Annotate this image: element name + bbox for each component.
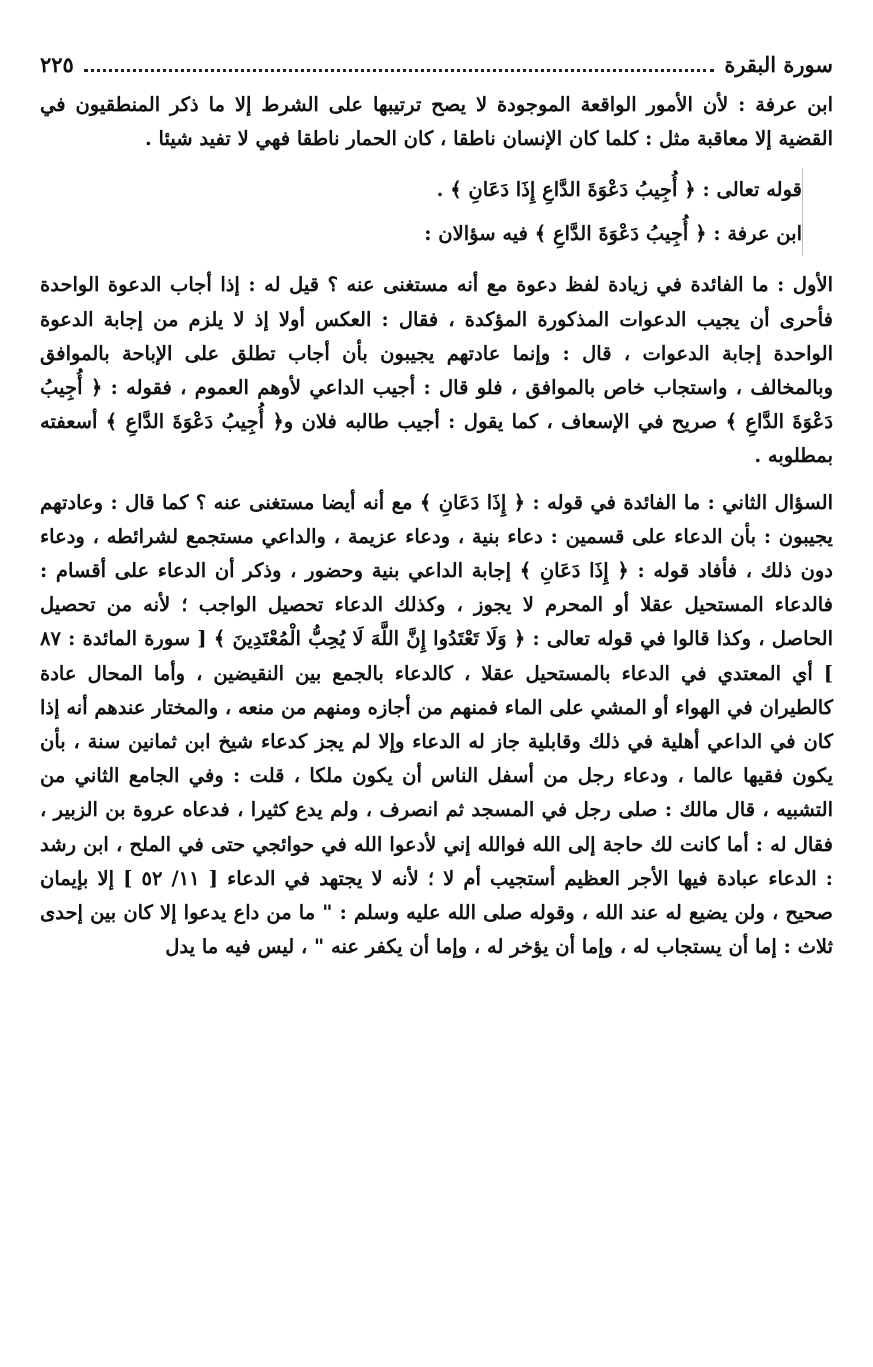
page-header: [40, 44, 833, 84]
page-number: ٢٢٥: [40, 51, 74, 77]
header-dotted-leader: [84, 57, 714, 72]
document-page: [40, 44, 833, 1347]
verse-line-1: قوله تعالى : ﴿ أُجِيبُ دَعْوَةَ الدَّاعِ إِذَا دَعَانِ ﴾ .: [436, 178, 802, 202]
verse-block: [40, 168, 803, 256]
verse-line-2: ابن عرفة : ﴿ أُجِيبُ دَعْوَةَ الدَّاعِ ﴾ فيه سؤالان :: [424, 222, 802, 246]
paragraph-1: ابن عرفة : لأن الأمور الواقعة الموجودة لا يصح ترتيبها على الشرط إلا ما ذكر المنطقيون في القضية إلا معاقبة مثل : كلما كان الإنسان ناطقا ، كان الحمار ناطقا فهي لا تفيد شيئا .: [40, 93, 833, 151]
surah-title: سورة البقرة: [724, 51, 833, 77]
paragraph-3: السؤال الثاني : ما الفائدة في قوله : ﴿ إِذَا دَعَانِ ﴾ مع أنه أيضا مستغنى عنه ؟ كما قال : وعادتهم يجيبون : بأن الدعاء على قسمين : دعاء بنية ، ودعاء عزيمة ، والداعي مستجمع لشرائطه ، ودعاء دون ذلك ، فأفاد قوله : ﴿ إِذَا دَعَانِ ﴾ إجابة الداعي بنية وحضور ، وذكر أن الدعاء على أقسام : فالدعاء المستحيل عقلا أو المحرم لا يجوز ، وكذلك الدعاء تحصيل الواجب ؛ لأنه من تحصيل الحاصل ، وكذا قالوا في قوله تعالى : ﴿ وَلَا تَعْتَدُوا إِنَّ اللَّهَ لَا يُحِبُّ الْمُعْتَدِينَ ﴾ [ سورة المائدة : ٨٧ ] أي المعتدي في الدعاء بالمستحيل عقلا ، كالدعاء بالجمع بين النقيضين ، وأما المحال عادة كالطيران في الهواء أو المشي على الماء فمنهم من أجازه ومنهم من منعه ، والمختار عندهم أنه إذا كان في الداعي أهلية في ذلك وقابلية جاز له الدعاء وإلا لم يجز كدعاء شيخ ابن ثمانين سنة ، بأن يكون فقيها عالما ، ودعاء رجل من أسفل الناس أن يكون ملكا ، قلت : وفي الجامع الثاني من التشبيه ، قال مالك : صلى رجل في المسجد ثم انصرف ، ولم يدع كثيرا ، فدعاه عروة بن الزبير ، فقال له : أما كانت لك حاجة إلى الله فوالله إني لأدعوا الله في حوائجي حتى في الملح ، ابن رشد : الدعاء عبادة فيها الأجر العظيم أستجيب أم لا ؛ لأنه لا يجتهد في الدعاء [ ١١/ ٥٢ ] إلا بإيمان صحيح ، ولن يضيع له عند الله ، وقوله صلى الله عليه وسلم : " ما من داع يدعوا إلا كان بين إحدى ثلاث : إما أن يستجاب له ، وإما أن يؤخر له ، وإما أن يكفر عنه " ، ليس فيه ما يدل: [40, 490, 834, 959]
paragraph-2: الأول : ما الفائدة في زيادة لفظ دعوة مع أنه مستغنى عنه ؟ قيل له : إذا أجاب الدعوة الواحدة فأحرى أن يجيب الدعوات المذكورة المؤكدة ، فقال : العكس أولا إذ لا يلزم من إجابة الدعوة الواحدة إجابة الدعوات ، قال : وإنما عادتهم يجيبون بأن أجاب تطلق على الإباحة بالموافق وبالمخالف ، واستجاب خاص بالموافق ، فلو قال : أجيب الداعي لأوهم العموم ، فقوله : ﴿ أُجِيبُ دَعْوَةَ الدَّاعِ ﴾ صريح في الإسعاف ، كما يقول : أجيب طالبه فلان و﴿ أُجِيبُ دَعْوَةَ الدَّاعِ ﴾ أسعفته بمطلوبه .: [40, 273, 833, 468]
